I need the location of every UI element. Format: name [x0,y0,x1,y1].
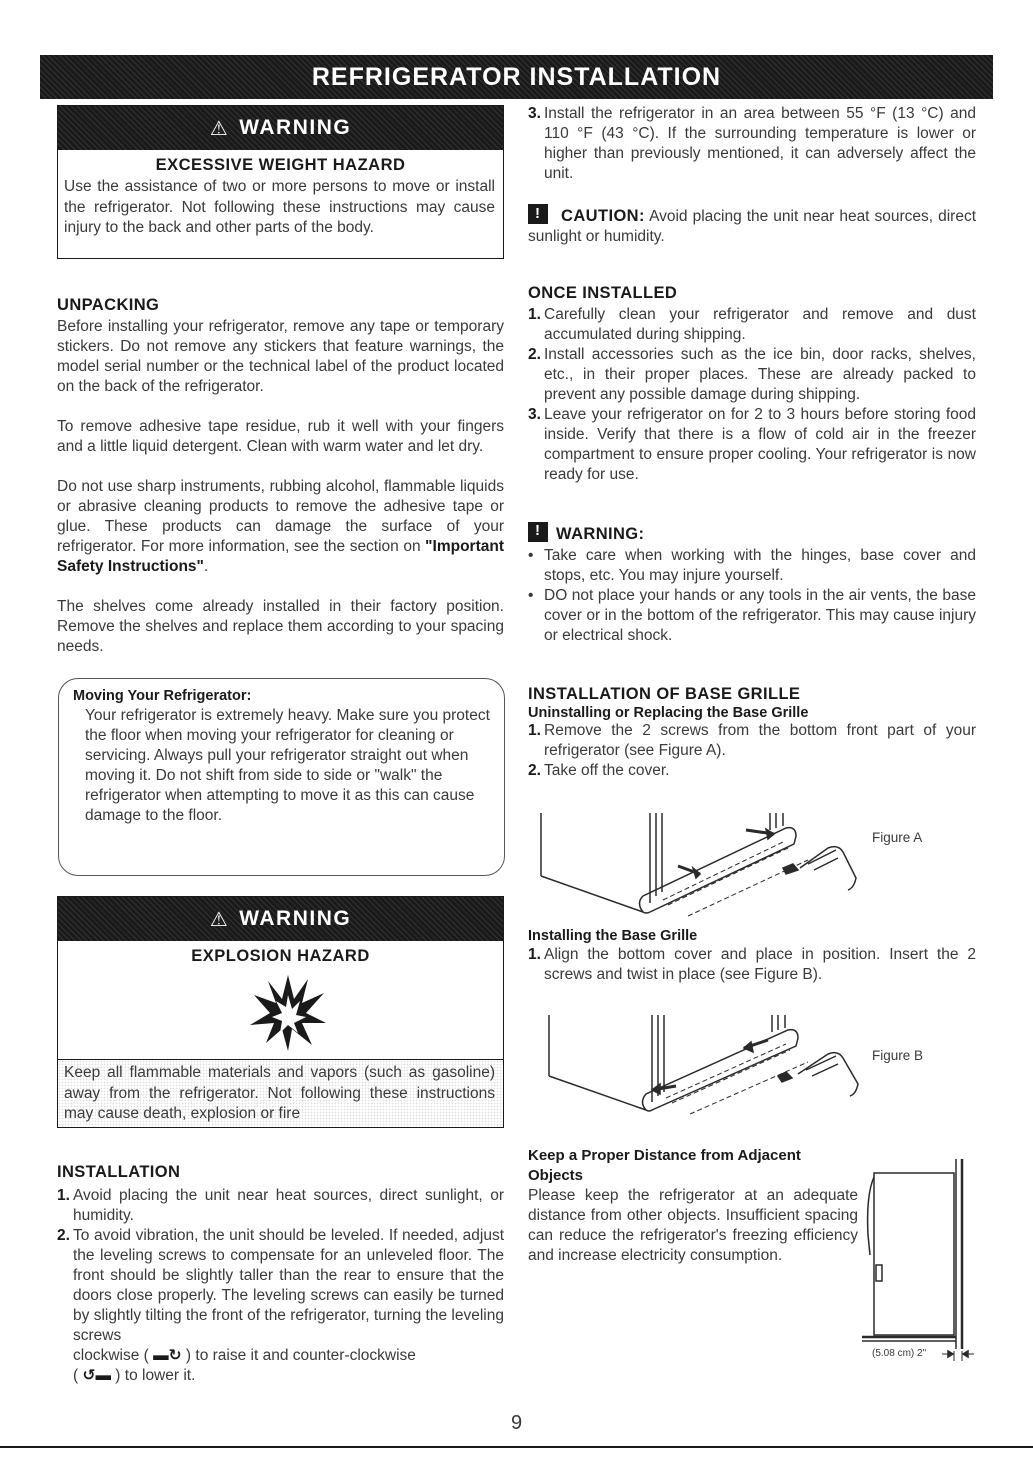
safety-instructions-reference: "Important Safety Instructions" [57,538,504,575]
list-item: 3. Leave your refrigerator on for 2 to 3 hours before storing food inside. Verify that there is a flow of cold air in the freezer compartment to ensure proper cooling. Your refrigerator is now ready for use. [528,406,976,483]
warning-explosion-box [57,896,504,1128]
warning-title: EXPLOSION HAZARD [191,947,370,965]
page-banner [40,55,993,99]
unpacking-paragraph: The shelves come already installed in their factory position. Remove the shelves and replace them according to your spacing needs. [57,598,504,655]
once-installed-heading: ONCE INSTALLED [528,284,678,302]
figure-a-label: Figure A [872,830,923,845]
installation-section [57,1163,504,1386]
moving-note-body: Your refrigerator is extremely heavy. Make sure you protect the floor when moving your refrigerator for cleaning or servicing. Always pull your refrigerator straight out when moving it. Do not shift from side to side or "walk" the refrigerator when attempting to move it as this can cause damage to the floor. [85,707,490,824]
warning-triangle-icon: ⚠ [209,117,230,140]
clockwise-icon: ▬↻ [153,1347,182,1364]
list-item: 1. Carefully clean your refrigerator and remove and dust accumulated during shipping. [528,306,976,343]
list-item: • DO not place your hands or any tools in the air vents, the base cover or in the bottom of the refrigerator. This may cause injury or electrical shock. [528,587,976,644]
list-item: 1. Align the bottom cover and place in position. Insert the 2 screws and twist in place (see Figure B). [528,946,976,983]
uninstall-subheading: Uninstalling or Replacing the Base Grille [528,705,809,721]
caution-note: ! CAUTION: Avoid placing the unit near heat sources, direct sunlight or humidity. [528,204,976,247]
distance-dimension-label: (5.08 cm) 2" [872,1348,927,1359]
moving-note-title: Moving Your Refrigerator: [73,688,252,704]
distance-heading: Keep a Proper Distance from Adjacent Objects [528,1147,801,1184]
unpacking-paragraph: To remove adhesive tape residue, rub it well with your fingers and a little liquid detergent. Clean with warm water and let dry. [57,418,504,455]
warning-weight-box [57,105,504,259]
base-grille-section [528,685,976,781]
list-item: 2. Install accessories such as the ice bin, door racks, shelves, etc., in their proper places. These are already packed to prevent any possible damage during shipping. [528,346,976,403]
list-item: 2. To avoid vibration, the unit should be leveled. If needed, adjust the leveling screws to compensate for an unleveled floor. The front should be slightly taller than the rear to ensure that the doors close properly. The leveling screws can easily be turned by slightly tilting the front of the refrigerator, turning the leveling screws [57,1227,504,1344]
unpacking-heading: UNPACKING [57,296,160,314]
unpacking-paragraph: Do not use sharp instruments, rubbing alcohol, flammable liquids or abrasive cleaning products to remove the adhesive tape or glue. These products can damage the surface of your refrigerator. For more information, see the section on "Important Safety Instructions". [57,478,504,575]
figure-b-label: Figure B [872,1048,924,1063]
install-grille-section [528,928,976,985]
list-item: 3. Install the refrigerator in an area between 55 °F (13 °C) and 110 °F (43 °C). If the surrounding temperature is lower or higher than previously mentioned, it can adversely affect the unit. [528,105,976,182]
page-banner-title: REFRIGERATOR INSTALLATION [311,62,722,91]
caution-icon [528,204,548,224]
warning-title: EXCESSIVE WEIGHT HAZARD [155,156,406,174]
distance-body: Please keep the refrigerator at an adequate distance from other objects. Insufficient spacing can reduce the refrigerator's freezing efficiency and increase electricity consumption. [528,1187,858,1264]
bottom-rule [0,1446,1033,1448]
warning-label: WARNING: [556,525,645,543]
warning-triangle-icon: ⚠ [209,908,230,931]
distance-section [528,1146,858,1266]
list-item: 1. Remove the 2 screws from the bottom front part of your refrigerator (see Figure A). [528,722,976,759]
side-view-illustration [862,1155,984,1365]
warning-body: Use the assistance of two or more persons to move or install the refrigerator. Not following these instructions may cause injury to the back and other parts of the body. [64,178,495,236]
figure-a-illustration [538,808,868,920]
installation-heading: INSTALLATION [57,1163,181,1181]
install-step-3 [528,104,976,184]
list-item: clockwise ( ▬↻ ) to raise it and counter-clockwise [73,1347,416,1364]
caution-label: CAUTION: [561,207,645,225]
once-installed-section [528,284,976,485]
list-item: ( ↺▬ ) to lower it. [73,1367,196,1384]
warning-body: Keep all flammable materials and vapors (such as gasoline) away from the refrigerator. Not following these instructions may cause death, explosion or fire [64,1064,495,1122]
page-number: 9 [510,1412,523,1434]
warning-header: ⚠ WARNING [58,106,503,150]
explosion-icon [248,973,328,1053]
moving-note-box [58,678,505,876]
list-item: • Take care when working with the hinges, base cover and stops, etc. You may injure yourself. [528,547,976,584]
figure-b-illustration [546,1010,871,1120]
warning-icon [528,522,548,542]
unpacking-paragraph: Before installing your refrigerator, remove any tape or temporary stickers. Do not remove any stickers that feature warnings, the model serial number or the technical label of the product located on the back of the refrigerator. [57,318,504,395]
warning-body-panel [58,1059,503,1127]
counter-clockwise-icon: ↺▬ [82,1367,111,1384]
list-item: 1. Avoid placing the unit near heat sources, direct sunlight, or humidity. [57,1187,504,1224]
warning-hinges [528,522,976,646]
unpacking-section [57,296,504,657]
install-grille-subheading: Installing the Base Grille [528,928,698,944]
warning-header: ⚠ WARNING [58,897,503,941]
list-item: 2. Take off the cover. [528,762,670,779]
base-grille-heading: INSTALLATION OF BASE GRILLE [528,685,801,703]
